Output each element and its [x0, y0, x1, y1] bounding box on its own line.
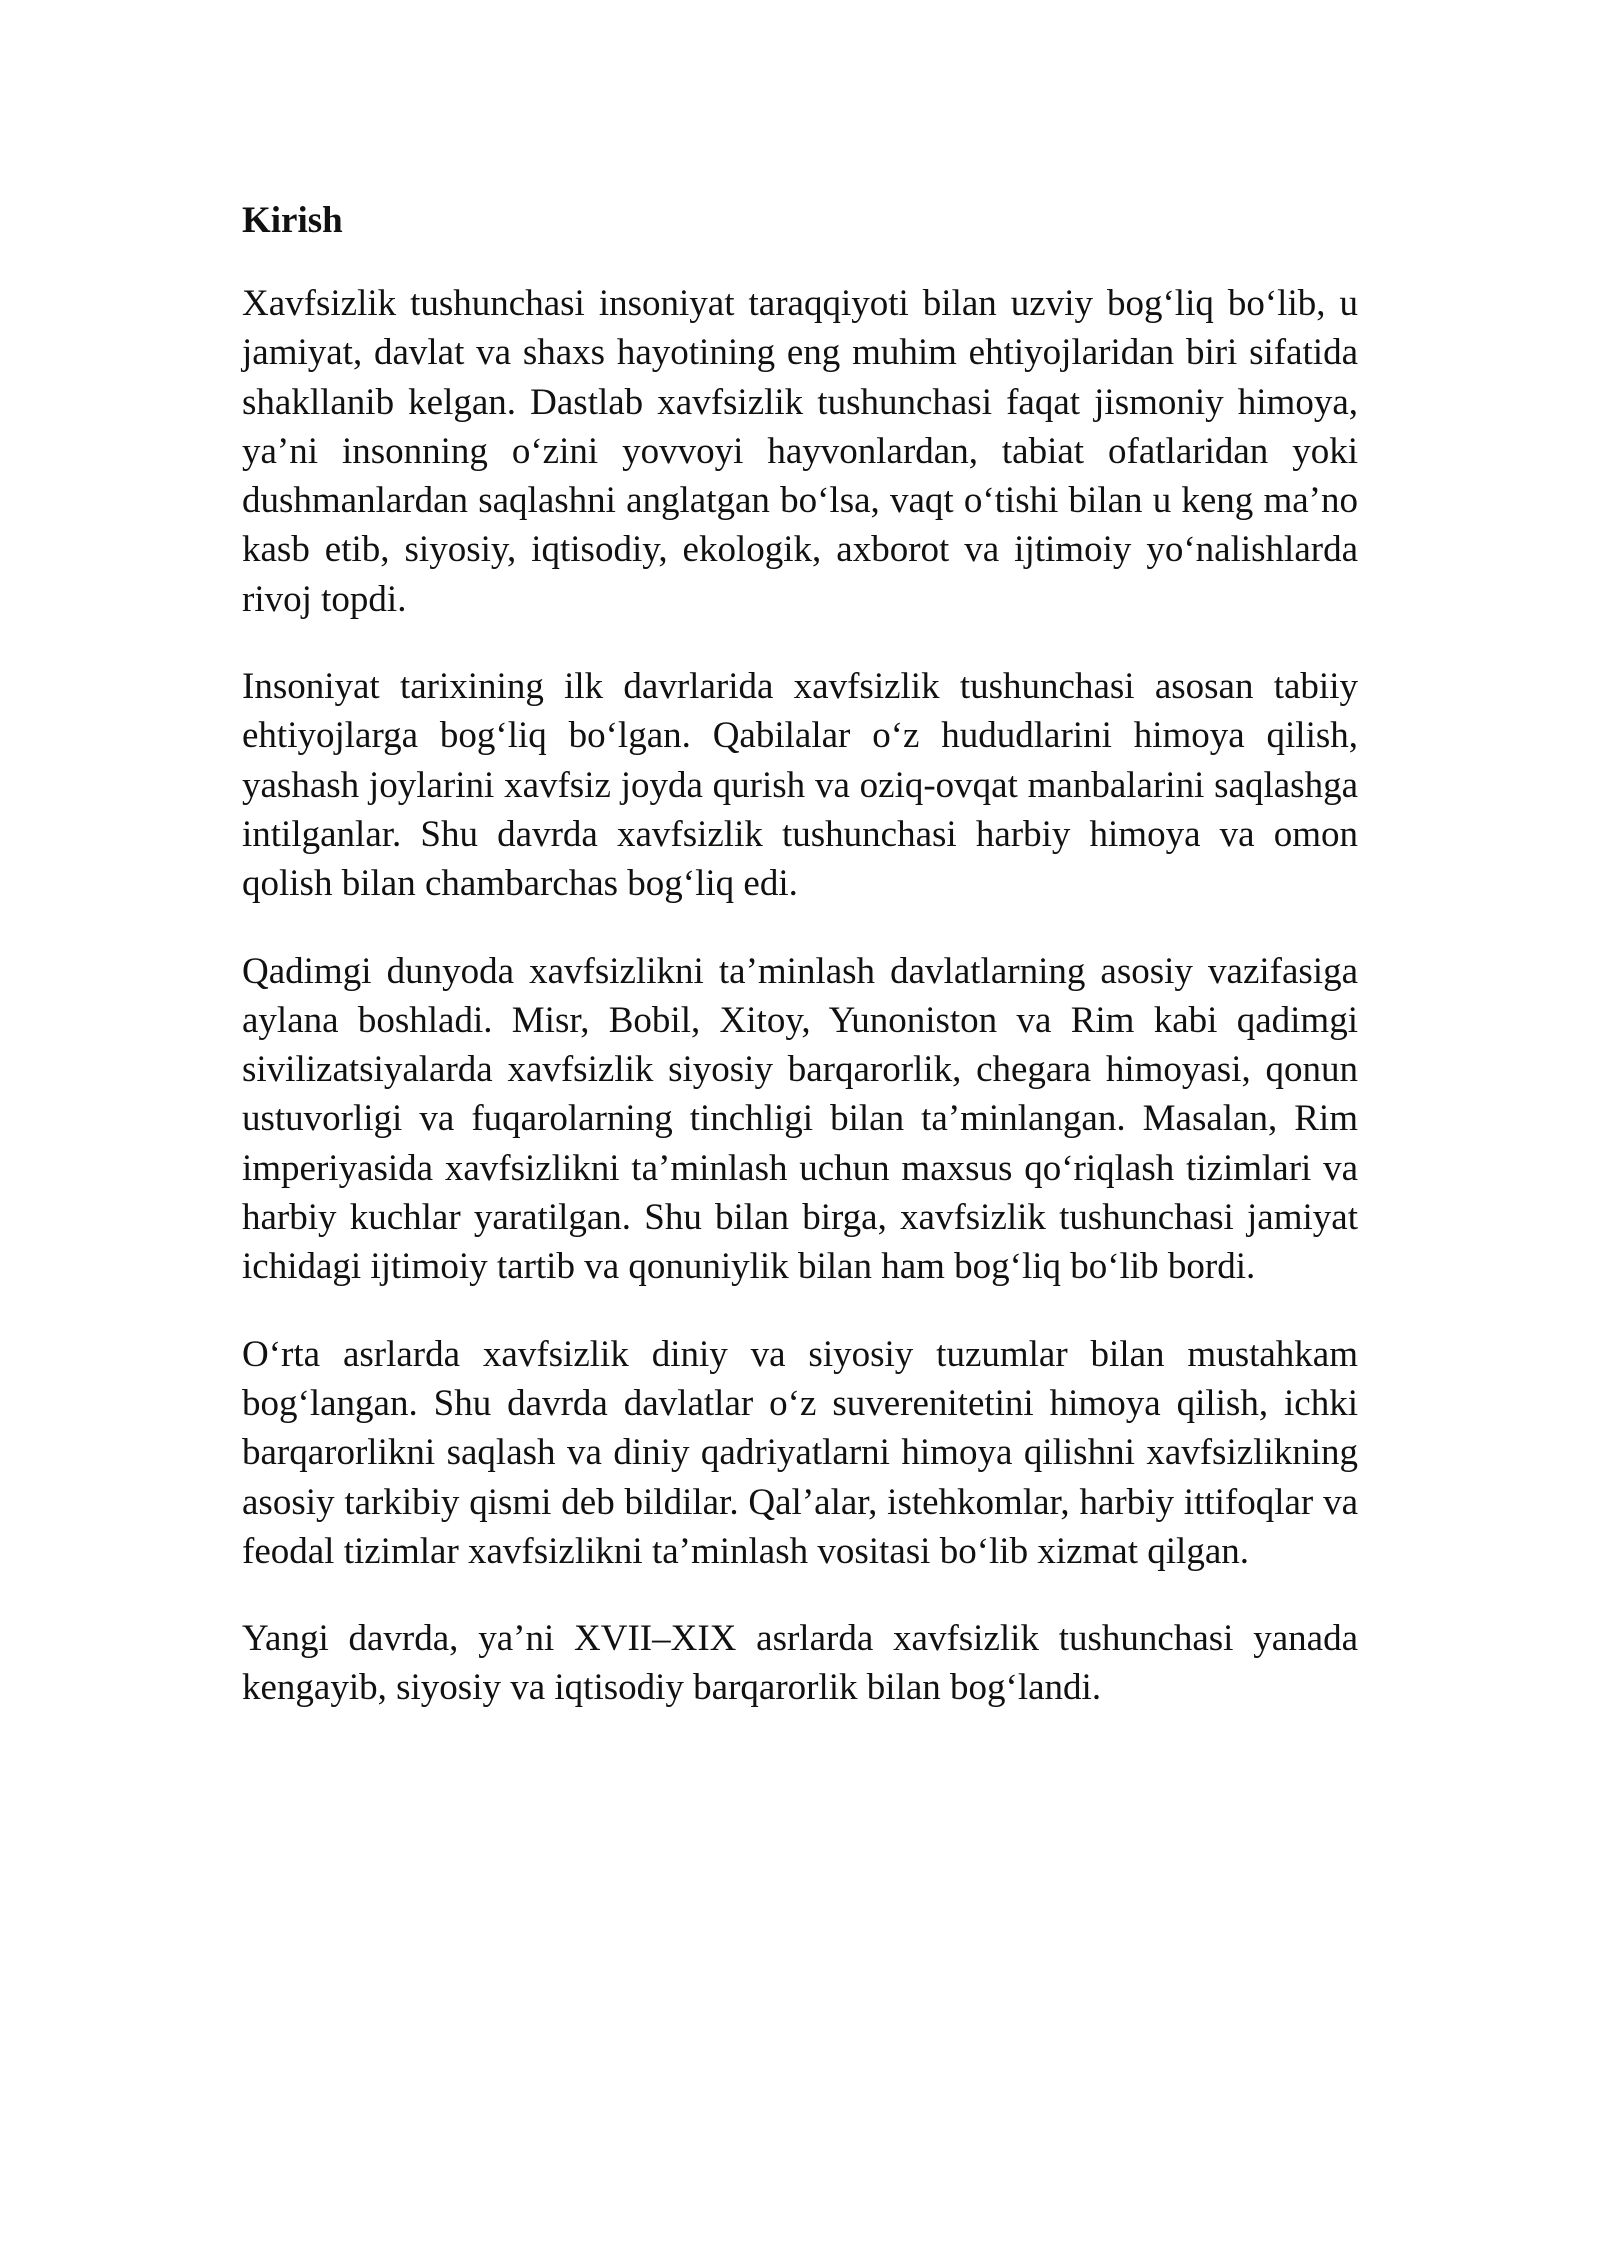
paragraph-4: O‘rta asrlarda xavfsizlik diniy va siyosiy tuzumlar bilan mustahkam bog‘langan. Shu davrda davlatlar o‘z suverenitetini himoya qilish, ichki barqarorlikni saqlash va diniy qadriyatlarni himoya qilishni xavfsizlikning asosiy tarkibiy qismi deb bildilar. Qal’alar, istehkomlar, harbiy ittifoqlar va feodal tizimlar xavfsizlikni ta’minlash vositasi bo‘lib xizmat qilgan. — [242, 1333, 1358, 1572]
paragraph-5: Yangi davrda, ya’ni XVII–XIX asrlarda xavfsizlik tushunchasi yanada kengayib, siyosiy va iqtisodiy barqarorlik bilan bog‘landi. — [242, 1618, 1358, 1709]
section-heading: Kirish — [242, 200, 343, 241]
document-body — [242, 196, 1358, 1751]
paragraph-1: Xavfsizlik tushunchasi insoniyat taraqqiyoti bilan uzviy bog‘liq bo‘lib, u jamiyat, davlat va shaxs hayotining eng muhim ehtiyojlaridan biri sifatida shakllanib kelgan. Dastlab xavfsizlik tushunchasi faqat jismoniy himoya, ya’ni insonning o‘zini yovvoyi hayvonlardan, tabiat ofatlaridan yoki dushmanlardan saqlashni anglatgan bo‘lsa, vaqt o‘tishi bilan u keng ma’no kasb etib, siyosiy, iqtisodiy, ekologik, axborot va ijtimoiy yo‘nalishlarda rivoj topdi. — [242, 283, 1358, 620]
paragraph-2: Insoniyat tarixining ilk davrlarida xavfsizlik tushunchasi asosan tabiiy ehtiyojlarga bog‘liq bo‘lgan. Qabilalar o‘z hududlarini himoya qilish, yashash joylarini xavfsiz joyda qurish va oziq-ovqat manbalarini saqlashga intilganlar. Shu davrda xavfsizlik tushunchasi harbiy himoya va omon qolish bilan chambarchas bog‘liq edi. — [242, 666, 1358, 905]
paragraph-3: Qadimgi dunyoda xavfsizlikni ta’minlash davlatlarning asosiy vazifasiga aylana boshladi. Misr, Bobil, Xitoy, Yunoniston va Rim kabi qadimgi sivilizatsiyalarda xavfsizlik siyosiy barqarorlik, chegara himoyasi, qonun ustuvorligi va fuqarolarning tinchligi bilan ta’minlangan. Masalan, Rim imperiyasida xavfsizlikni ta’minlash uchun maxsus qo‘riqlash tizimlari va harbiy kuchlar yaratilgan. Shu bilan birga, xavfsizlik tushunchasi jamiyat ichidagi ijtimoiy tartib va qonuniylik bilan ham bog‘liq bo‘lib bordi. — [242, 950, 1358, 1288]
